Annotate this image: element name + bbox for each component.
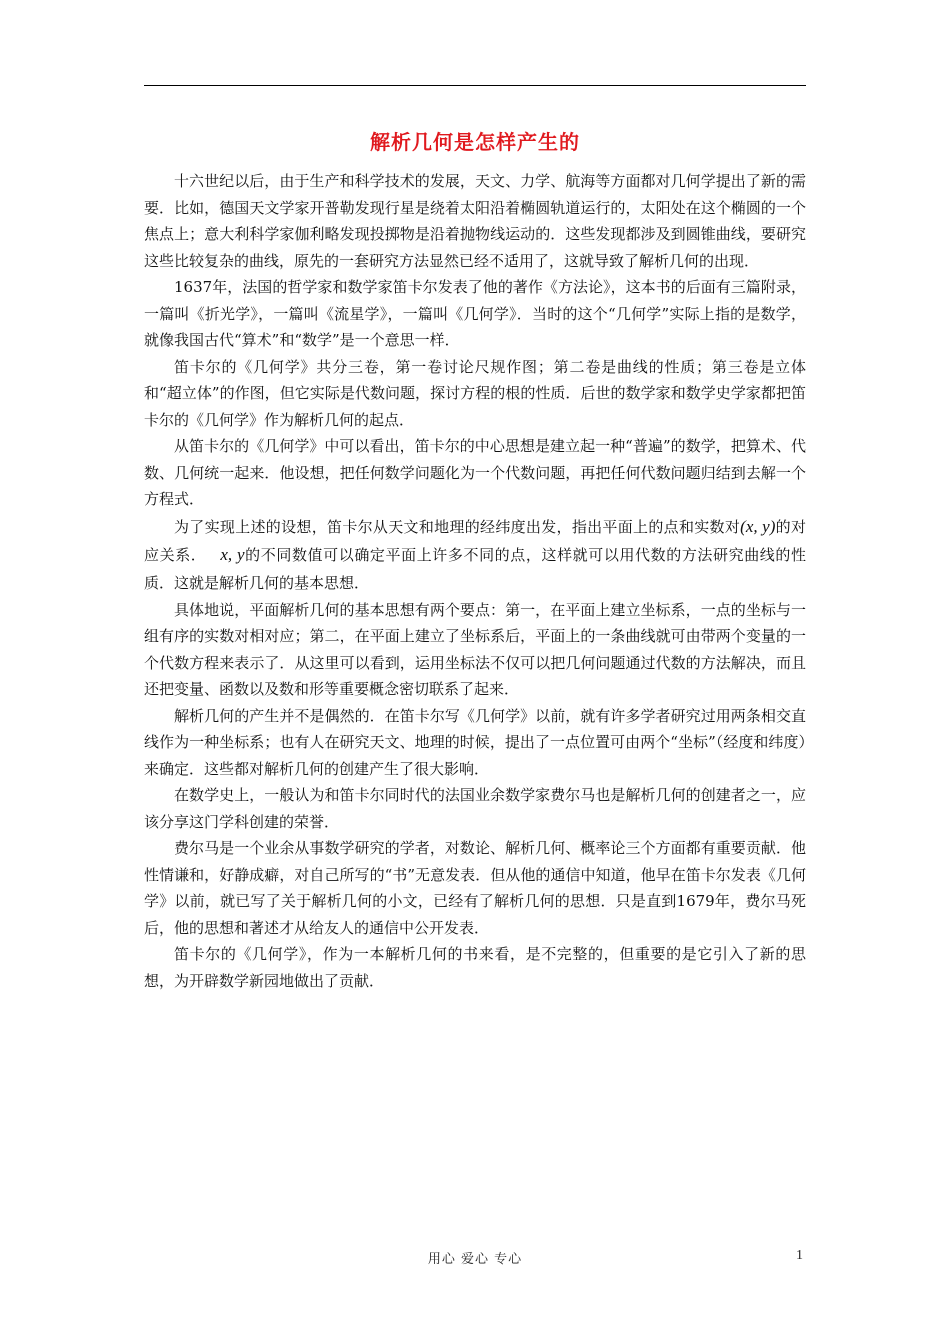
paragraph: 解析几何的产生并不是偶然的．在笛卡尔写《几何学》以前，就有许多学者研究过用两条相交直线作为一种坐标系；也有人在研究天文、地理的时候，提出了一点位置可由两个“坐标”（经度和纬度）来确定．这些都对解析几何的创建产生了很大影响．: [144, 706, 806, 778]
article-body: [144, 168, 806, 994]
paragraph-text: 的对应关系．: [144, 517, 806, 564]
paragraph: 在数学史上，一般认为和笛卡尔同时代的法国业余数学家费尔马也是解析几何的创建者之一，应该分享这门学科创建的荣誉．: [144, 786, 806, 831]
paragraph: 笛卡尔的《几何学》，作为一本解析几何的书来看，是不完整的，但重要的是它引入了新的思想，为开辟数学新园地做出了贡献．: [144, 945, 806, 990]
paragraph-text: 为了实现上述的设想，笛卡尔从天文和地理的经纬度出发，指出平面上的点和实数对: [174, 517, 741, 536]
paragraph: 费尔马是一个业余从事数学研究的学者，对数论、解析几何、概率论三个方面都有重要贡献．他性情谦和，好静成癖，对自己所写的“书”无意发表．但从他的通信中知道，他早在笛卡尔发表《几何学》以前，就已写了关于解析几何的小文，已经有了解析几何的思想．只是直到1679年，费尔马死后，他的思想和著述才从给友人的通信中公开发表．: [144, 839, 806, 937]
paragraph: 笛卡尔的《几何学》共分三卷，第一卷讨论尺规作图；第二卷是曲线的性质；第三卷是立体和“超立体”的作图，但它实际是代数问题，探讨方程的根的性质．后世的数学家和数学史学家都把笛卡尔的《几何学》作为解析几何的起点．: [144, 357, 806, 429]
page-number: 1: [796, 1248, 803, 1263]
math-expression: (x, y): [740, 516, 776, 536]
paragraph: 1637年，法国的哲学家和数学家笛卡尔发表了他的著作《方法论》，这本书的后面有三篇附录，一篇叫《折光学》，一篇叫《流星学》，一篇叫《几何学》．当时的这个“几何学”实际上指的是数学，就像我国古代“算术”和“数学”是一个意思一样．: [144, 278, 806, 349]
header-rule: [144, 85, 806, 86]
paragraph: 十六世纪以后，由于生产和科学技术的发展，天文、力学、航海等方面都对几何学提出了新的需要．比如，德国天文学家开普勒发现行星是绕着太阳沿着椭圆轨道运行的，太阳处在这个椭圆的一个焦点上；意大利科学家伽利略发现投掷物是沿着抛物线运动的．这些发现都涉及到圆锥曲线，要研究这些比较复杂的曲线，原先的一套研究方法显然已经不适用了，这就导致了解析几何的出现．: [144, 172, 806, 270]
paragraph: 具体地说，平面解析几何的基本思想有两个要点：第一，在平面上建立坐标系，一点的坐标与一组有序的实数对相对应；第二，在平面上建立了坐标系后，平面上的一条曲线就可由带两个变量的一个代数方程来表示了．从这里可以看到，运用坐标法不仅可以把几何问题通过代数的方法解决，而且还把变量、函数以及数和形等重要概念密切联系了起来．: [144, 600, 806, 698]
footer-motto: 用心 爱心 专心: [427, 1252, 523, 1267]
paragraph-text: 的不同数值可以确定平面上许多不同的点，这样就可以用代数的方法研究曲线的性质．这就是解析几何的基本思想．: [144, 545, 806, 592]
page-title: 解析几何是怎样产生的: [370, 130, 580, 154]
paragraph: 从笛卡尔的《几何学》中可以看出，笛卡尔的中心思想是建立起一种“普遍”的数学，把算术、代数、几何统一起来．他设想，把任何数学问题化为一个代数问题，再把任何代数问题归结到去解一个方程式．: [144, 437, 806, 508]
paragraph: [144, 513, 806, 597]
math-expression: x, y: [220, 544, 245, 564]
